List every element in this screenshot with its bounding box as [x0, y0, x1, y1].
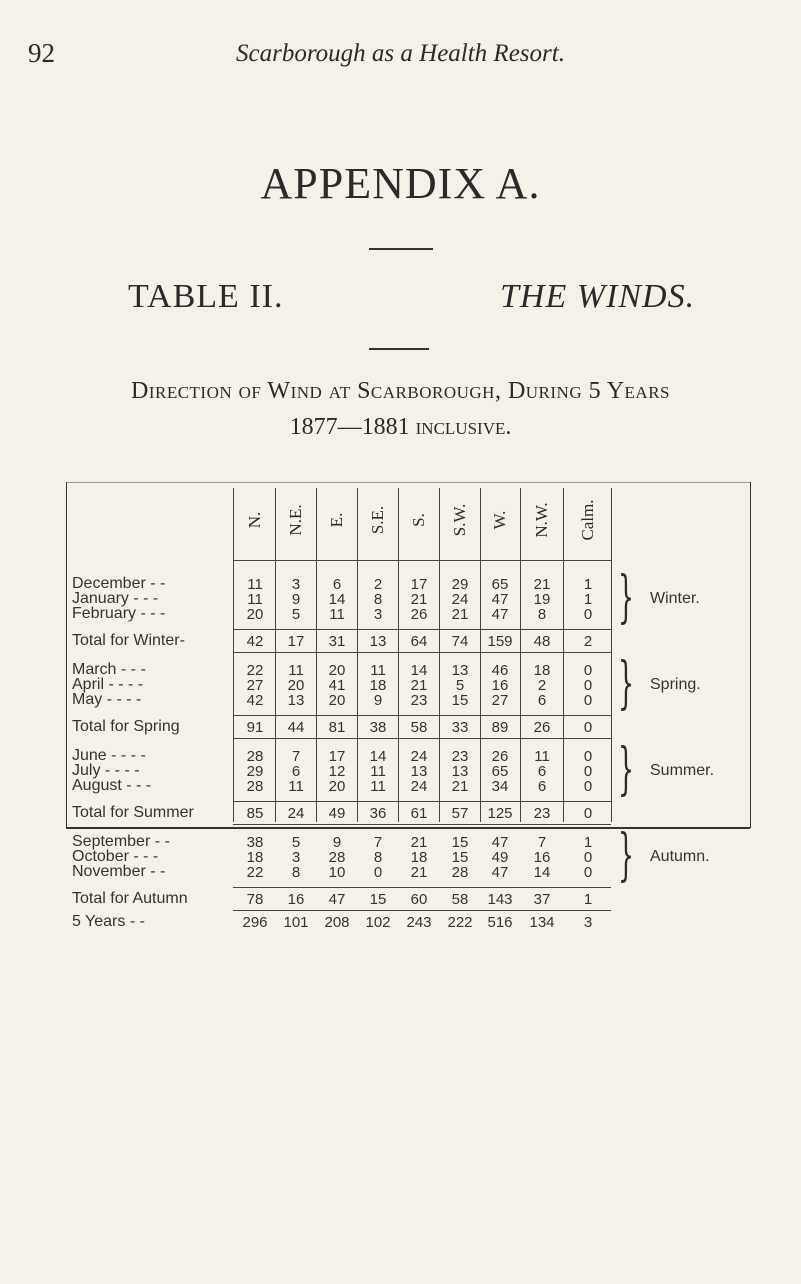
table-cell: 28 — [451, 864, 469, 881]
table-cell: 18 — [369, 677, 387, 694]
table-cell: 78 — [246, 891, 264, 908]
season-label: Summer. — [650, 762, 715, 779]
table-cell: 37 — [533, 891, 551, 908]
table-cell: 24 — [451, 591, 469, 608]
row-label: March - - - — [72, 661, 146, 678]
total-rule — [233, 801, 611, 802]
table-cell: 2 — [373, 576, 383, 593]
table-cell: 60 — [410, 891, 428, 908]
row-label: October - - - — [72, 848, 159, 865]
table-cell: 19 — [533, 591, 551, 608]
table-cell: 13 — [451, 662, 469, 679]
table-cell: 23 — [451, 748, 469, 765]
table-cell: 36 — [369, 805, 387, 822]
table-cell: 24 — [410, 748, 428, 765]
table-cell: 31 — [328, 633, 346, 650]
table-cell: 22 — [246, 662, 264, 679]
table-cell: 14 — [410, 662, 428, 679]
table-cell: 2 — [537, 677, 547, 694]
table-cell: 11 — [329, 606, 345, 623]
caption-suffix: inclusive. — [415, 414, 512, 440]
table-cell: 47 — [328, 891, 346, 908]
table-cell: 11 — [288, 778, 304, 795]
table-cell: 5 — [291, 606, 301, 623]
table-cell: 125 — [487, 805, 513, 822]
table-cell: 21 — [451, 778, 469, 795]
table-cell: 42 — [246, 633, 264, 650]
table-cell: 3 — [291, 576, 301, 593]
table-cell: 6 — [332, 576, 342, 593]
table-cell: 1 — [583, 576, 593, 593]
table-cell: 11 — [247, 576, 263, 593]
table-cell: 102 — [365, 914, 391, 931]
table-cell: 48 — [533, 633, 551, 650]
table-cell: 21 — [451, 606, 469, 623]
total-rule — [233, 887, 611, 888]
table-cell: 296 — [242, 914, 268, 931]
table-cell: 9 — [291, 591, 301, 608]
table-cell: 6 — [537, 692, 547, 709]
table-cell: 21 — [410, 677, 428, 694]
season-brace: } — [618, 651, 635, 716]
table-cell: 21 — [533, 576, 551, 593]
column-header: E. — [327, 512, 346, 528]
table-cell: 18 — [410, 849, 428, 866]
table-cell: 143 — [487, 891, 513, 908]
table-cell: 8 — [373, 849, 383, 866]
table-cell: 1 — [583, 834, 593, 851]
column-rule — [275, 488, 276, 822]
table-cell: 24 — [287, 805, 305, 822]
table-cell: 7 — [373, 834, 383, 851]
table-cell: 20 — [328, 662, 346, 679]
table-frame-left — [66, 482, 67, 828]
table-cell: 16 — [491, 677, 509, 694]
table-cell: 41 — [328, 677, 346, 694]
divider-rule — [369, 348, 429, 350]
table-cell: 15 — [369, 891, 387, 908]
table-cell: 13 — [369, 633, 387, 650]
row-label: 5 Years - - — [72, 913, 145, 930]
table-cell: 3 — [291, 849, 301, 866]
table-cell: 6 — [537, 763, 547, 780]
table-cell: 47 — [491, 606, 509, 623]
table-cell: 28 — [328, 849, 346, 866]
table-caption-years — [0, 414, 801, 441]
table-cell: 21 — [410, 864, 428, 881]
table-cell: 14 — [328, 591, 346, 608]
table-cell: 3 — [373, 606, 383, 623]
row-label: July - - - - — [72, 762, 140, 779]
season-brace: } — [618, 823, 635, 888]
table-cell: 0 — [583, 606, 593, 623]
table-cell: 34 — [491, 778, 509, 795]
table-cell: 21 — [410, 834, 428, 851]
table-cell: 11 — [247, 591, 263, 608]
running-head: Scarborough as a Health Resort. — [236, 40, 565, 67]
table-cell: 0 — [583, 719, 593, 736]
table-cell: 49 — [328, 805, 346, 822]
season-label: Autumn. — [650, 848, 710, 865]
table-cell: 13 — [410, 763, 428, 780]
row-label: February - - - — [72, 605, 166, 622]
table-cell: 58 — [410, 719, 428, 736]
table-cell: 9 — [373, 692, 383, 709]
table-cell: 33 — [451, 719, 469, 736]
table-cell: 13 — [287, 692, 305, 709]
table-cell: 65 — [491, 576, 509, 593]
table-cell: 9 — [332, 834, 342, 851]
table-cell: 0 — [583, 692, 593, 709]
column-rule — [439, 488, 440, 822]
season-label: Winter. — [650, 590, 700, 607]
row-label: Total for Spring — [72, 718, 180, 735]
season-brace: } — [618, 565, 635, 630]
total-rule — [233, 910, 611, 911]
table-cell: 5 — [291, 834, 301, 851]
table-title: THE WINDS. — [500, 278, 696, 315]
row-label: December - - — [72, 575, 166, 592]
total-rule — [233, 824, 611, 825]
table-cell: 0 — [583, 849, 593, 866]
table-frame-right — [750, 482, 751, 828]
column-rule — [480, 488, 481, 822]
table-cell: 21 — [410, 591, 428, 608]
table-cell: 516 — [487, 914, 513, 931]
table-cell: 81 — [328, 719, 346, 736]
table-caption: Direction of Wind at Scarborough, During 5 Years — [130, 378, 671, 404]
column-rule — [398, 488, 399, 822]
table-cell: 85 — [246, 805, 264, 822]
table-cell: 1 — [583, 891, 593, 908]
table-cell: 15 — [451, 834, 469, 851]
table-cell: 0 — [583, 864, 593, 881]
total-rule — [233, 715, 611, 716]
row-label: January - - - — [72, 590, 159, 607]
table-cell: 11 — [288, 662, 304, 679]
row-label: September - - — [72, 833, 170, 850]
table-cell: 26 — [491, 748, 509, 765]
total-rule — [233, 738, 611, 739]
table-cell: 28 — [246, 748, 264, 765]
table-cell: 14 — [369, 748, 387, 765]
appendix-title: APPENDIX A. — [260, 159, 541, 208]
table-cell: 20 — [287, 677, 305, 694]
header-rule — [233, 560, 611, 561]
table-cell: 20 — [328, 778, 346, 795]
table-cell: 17 — [287, 633, 305, 650]
table-cell: 46 — [491, 662, 509, 679]
page-number: 92 — [28, 38, 55, 68]
column-rule — [563, 488, 564, 822]
total-rule — [233, 629, 611, 630]
row-label: Total for Winter- — [72, 632, 185, 649]
divider-rule — [369, 248, 433, 250]
table-cell: 11 — [370, 778, 386, 795]
table-cell: 13 — [451, 763, 469, 780]
table-cell: 0 — [583, 763, 593, 780]
table-cell: 64 — [410, 633, 428, 650]
table-cell: 29 — [246, 763, 264, 780]
table-cell: 14 — [533, 864, 551, 881]
table-cell: 28 — [246, 778, 264, 795]
table-cell: 27 — [491, 692, 509, 709]
table-cell: 11 — [370, 662, 386, 679]
column-rule — [316, 488, 317, 822]
table-cell: 2 — [583, 633, 593, 650]
column-header: S.W. — [450, 503, 469, 537]
table-cell: 47 — [491, 591, 509, 608]
table-cell: 58 — [451, 891, 469, 908]
table-cell: 222 — [447, 914, 473, 931]
table-cell: 0 — [583, 748, 593, 765]
table-cell: 7 — [537, 834, 547, 851]
table-cell: 18 — [533, 662, 551, 679]
table-cell: 24 — [410, 778, 428, 795]
table-cell: 26 — [410, 606, 428, 623]
table-cell: 91 — [246, 719, 264, 736]
table-cell: 38 — [369, 719, 387, 736]
row-label: June - - - - — [72, 747, 146, 764]
table-cell: 8 — [373, 591, 383, 608]
table-cell: 17 — [410, 576, 428, 593]
row-label: August - - - — [72, 777, 152, 794]
table-cell: 7 — [291, 748, 301, 765]
table-cell: 101 — [283, 914, 309, 931]
column-rule — [520, 488, 521, 822]
table-cell: 42 — [246, 692, 264, 709]
season-brace: } — [618, 737, 635, 802]
table-cell: 12 — [328, 763, 346, 780]
table-cell: 16 — [287, 891, 305, 908]
row-label: May - - - - — [72, 691, 142, 708]
table-cell: 20 — [328, 692, 346, 709]
column-header: S. — [409, 513, 428, 527]
table-cell: 6 — [291, 763, 301, 780]
table-cell: 47 — [491, 834, 509, 851]
table-label: TABLE II. — [128, 278, 284, 315]
table-cell: 5 — [455, 677, 465, 694]
table-cell: 17 — [328, 748, 346, 765]
table-cell: 74 — [451, 633, 469, 650]
table-cell: 243 — [406, 914, 432, 931]
table-frame-top — [66, 482, 750, 483]
table-frame-bottom — [66, 827, 750, 829]
table-cell: 3 — [583, 914, 593, 931]
table-cell: 61 — [410, 805, 428, 822]
table-cell: 65 — [491, 763, 509, 780]
season-label: Spring. — [650, 676, 701, 693]
table-cell: 10 — [328, 864, 346, 881]
row-label: Total for Autumn — [72, 890, 188, 907]
column-rule — [611, 488, 612, 822]
column-header: N.E. — [286, 504, 305, 536]
table-cell: 11 — [534, 748, 550, 765]
table-cell: 15 — [451, 849, 469, 866]
column-rule — [233, 488, 234, 822]
table-cell: 38 — [246, 834, 264, 851]
table-cell: 27 — [246, 677, 264, 694]
row-label: November - - — [72, 863, 166, 880]
column-header: N.W. — [532, 502, 551, 538]
table-cell: 134 — [529, 914, 555, 931]
total-rule — [233, 652, 611, 653]
table-cell: 16 — [533, 849, 551, 866]
column-header: S.E. — [368, 505, 387, 535]
table-cell: 0 — [583, 778, 593, 795]
table-cell: 23 — [533, 805, 551, 822]
table-cell: 159 — [487, 633, 513, 650]
column-header: W. — [490, 510, 509, 530]
table-cell: 208 — [324, 914, 350, 931]
column-header: N. — [245, 511, 264, 529]
table-cell: 0 — [583, 677, 593, 694]
table-cell: 49 — [491, 849, 509, 866]
table-cell: 15 — [451, 692, 469, 709]
table-cell: 8 — [291, 864, 301, 881]
column-header: Calm. — [578, 499, 597, 541]
row-label: April - - - - — [72, 676, 144, 693]
table-cell: 23 — [410, 692, 428, 709]
table-cell: 11 — [370, 763, 386, 780]
table-cell: 18 — [246, 849, 264, 866]
column-rule — [357, 488, 358, 822]
table-cell: 47 — [491, 864, 509, 881]
table-cell: 0 — [583, 805, 593, 822]
table-cell: 8 — [537, 606, 547, 623]
table-cell: 57 — [451, 805, 469, 822]
table-cell: 0 — [583, 662, 593, 679]
table-cell: 0 — [373, 864, 383, 881]
table-cell: 6 — [537, 778, 547, 795]
table-cell: 20 — [246, 606, 264, 623]
table-cell: 1 — [583, 591, 593, 608]
table-cell: 26 — [533, 719, 551, 736]
table-cell: 29 — [451, 576, 469, 593]
caption-years: 1877—1881 — [289, 414, 410, 440]
row-label: Total for Summer — [72, 804, 194, 821]
table-cell: 89 — [491, 719, 509, 736]
table-cell: 44 — [287, 719, 305, 736]
table-cell: 22 — [246, 864, 264, 881]
